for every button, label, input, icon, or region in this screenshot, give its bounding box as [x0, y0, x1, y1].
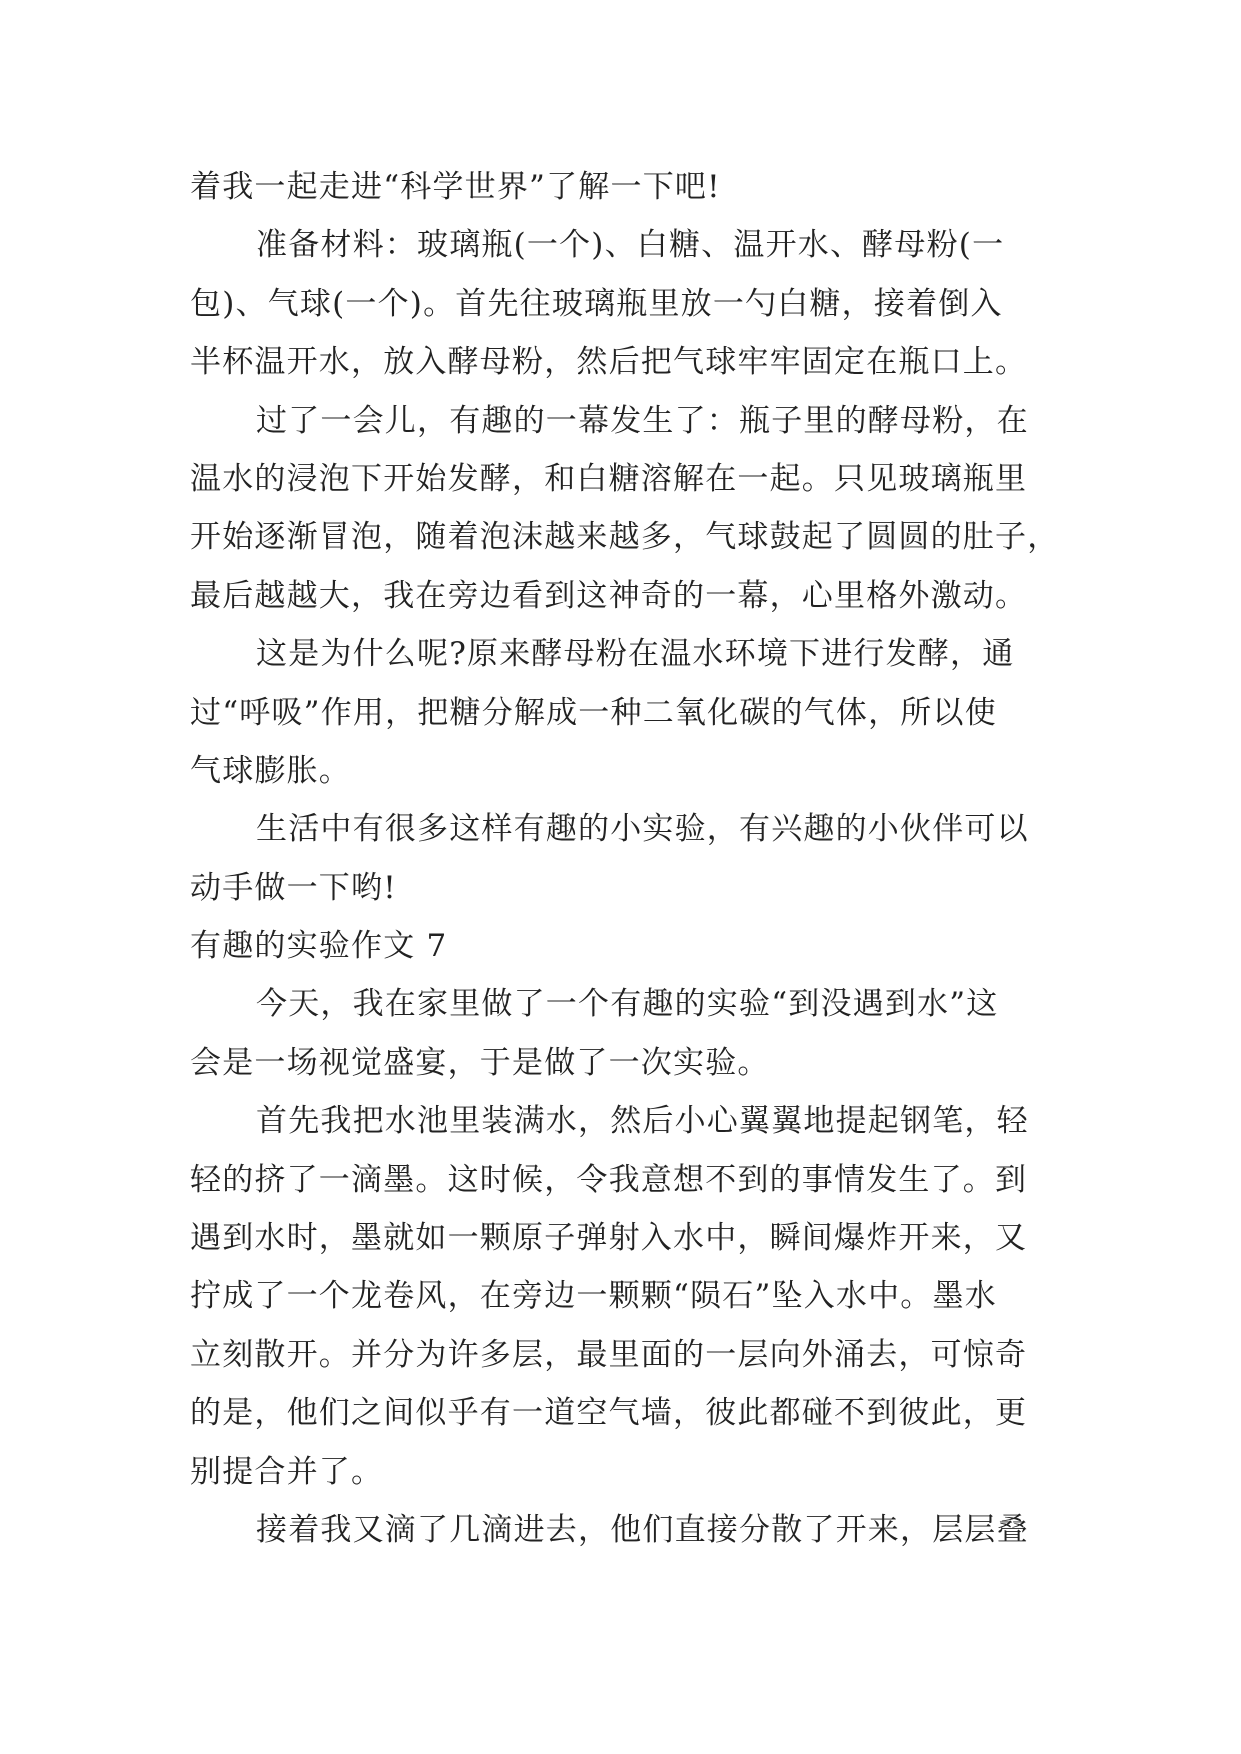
text-line-11: 气球膨胀。 — [190, 752, 351, 789]
text-line-12: 生活中有很多这样有趣的小实验，有兴趣的小伙伴可以 — [256, 811, 1029, 848]
text-line-17: 首先我把水池里装满水，然后小心翼翼地提起钢笔，轻 — [256, 1103, 1029, 1140]
text-line-19: 遇到水时，墨就如一颗原子弹射入水中，瞬间爆炸开来，又 — [190, 1220, 1028, 1257]
text-line-22: 的是，他们之间似乎有一道空气墙，彼此都碰不到彼此，更 — [190, 1395, 1028, 1432]
text-line-2: 准备材料：玻璃瓶(一个)、白糖、温开水、酵母粉(一 — [256, 227, 1005, 264]
text-line-3: 包)、气球(一个)。首先往玻璃瓶里放一勺白糖，接着倒入 — [190, 285, 1003, 322]
text-line-10: 过“呼吸”作用，把糖分解成一种二氧化碳的气体，所以使 — [190, 694, 997, 731]
text-line-23: 别提合并了。 — [190, 1453, 384, 1490]
text-line-15: 今天，我在家里做了一个有趣的实验“到没遇到水”这 — [256, 986, 999, 1023]
text-line-9: 这是为什么呢?原来酵母粉在温水环境下进行发酵，通 — [256, 636, 1015, 673]
text-line-24: 接着我又滴了几滴进去，他们直接分散了开来，层层叠 — [256, 1511, 1029, 1548]
text-line-13: 动手做一下哟! — [190, 869, 397, 906]
text-line-18: 轻的挤了一滴墨。这时候，令我意想不到的事情发生了。到 — [190, 1161, 1028, 1198]
text-line-1: 着我一起走进“科学世界”了解一下吧! — [190, 169, 721, 205]
document-body — [190, 158, 1070, 1559]
text-line-8: 最后越越大，我在旁边看到这神奇的一幕，心里格外激动。 — [190, 577, 1028, 614]
text-line-6: 温水的浸泡下开始发酵，和白糖溶解在一起。只见玻璃瓶里 — [190, 460, 1028, 497]
text-line-16: 会是一场视觉盛宴，于是做了一次实验。 — [190, 1044, 770, 1081]
text-line-4: 半杯温开水，放入酵母粉，然后把气球牢牢固定在瓶口上。 — [190, 344, 1028, 381]
text-line-7: 开始逐渐冒泡，随着泡沫越来越多，气球鼓起了圆圆的肚子， — [190, 519, 1060, 556]
text-line-21: 立刻散开。并分为许多层，最里面的一层向外涌去，可惊奇 — [190, 1336, 1028, 1373]
text-line-20: 拧成了一个龙卷风，在旁边一颗颗“陨石”坠入水中。墨水 — [190, 1278, 997, 1315]
section-heading: 有趣的实验作文 7 — [190, 928, 448, 965]
text-line-5: 过了一会儿，有趣的一幕发生了：瓶子里的酵母粉，在 — [256, 402, 1029, 439]
